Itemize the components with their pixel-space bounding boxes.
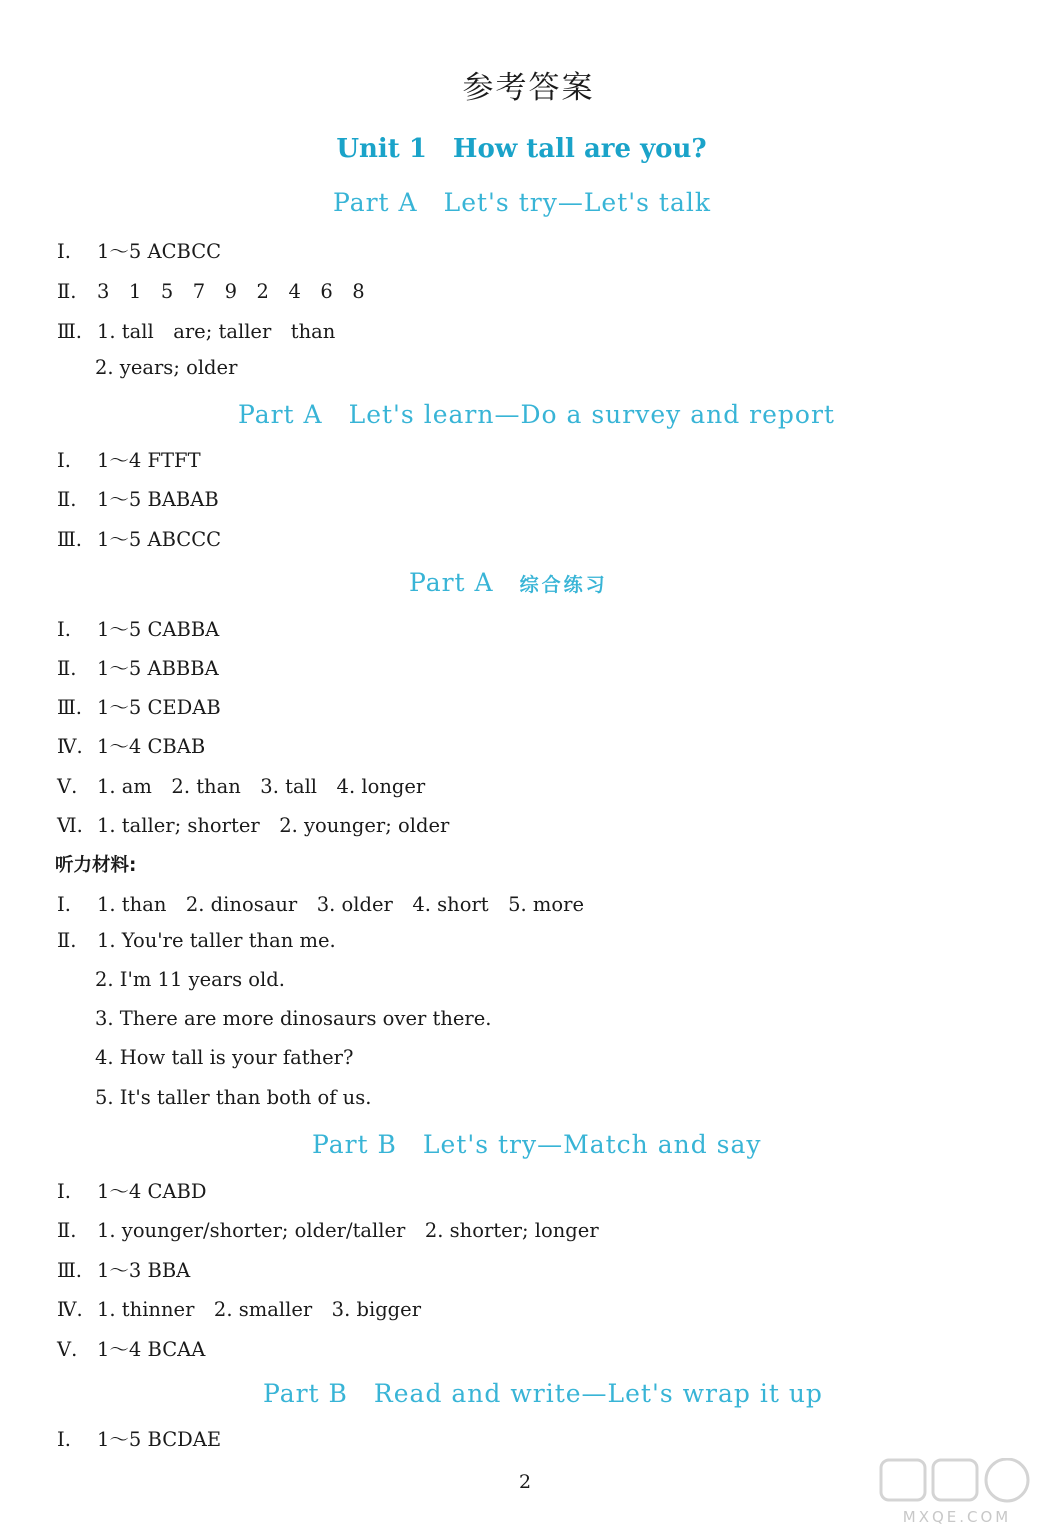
section-heading: Part B Read and write—Let's wrap it up [263,1379,823,1408]
listening-text: 3. There are more dinosaurs over there. [95,1007,492,1030]
answer-text: 1～5 ABCCC [97,528,222,551]
line-number: Ⅱ. [57,280,77,303]
line-number: Ⅱ. [57,1219,77,1242]
line-number: Ⅴ. [57,1338,78,1361]
answer-line [57,771,425,799]
watermark-logo [871,1458,1043,1528]
answer-text: 1～5 ABBBA [97,657,219,680]
answer-line [57,1424,221,1452]
listening-line [95,1086,371,1109]
answer-line [57,276,365,304]
answer-text: 1. tall are; taller than [97,320,336,343]
answer-text: 1～5 BABAB [97,488,219,511]
answer-text: 1～5 CEDAB [97,696,221,719]
line-number: Ⅲ. [57,1259,83,1282]
answer-text: 1～4 FTFT [97,449,201,472]
answer-text: 1～5 ACBCC [97,240,222,263]
line-number: Ⅰ. [57,893,71,916]
line-number: Ⅲ. [57,696,83,719]
answer-text: 1. thinner 2. smaller 3. bigger [97,1298,422,1321]
answer-line [57,1215,599,1243]
answer-line [57,445,201,473]
answer-text: 1～4 CBAB [97,735,206,758]
watermark-text: MXQE.COM [902,1508,1012,1526]
answer-line [57,614,219,642]
answer-text: 1～3 BBA [97,1259,191,1282]
answer-line [57,1334,205,1362]
answer-line [57,1294,421,1322]
answer-line [57,1176,206,1204]
section-heading-strong: 综合练习 [519,574,608,596]
listening-line [95,1046,353,1069]
answer-text: 1～5 BCDAE [97,1428,222,1451]
answer-text: 2. years; older [95,356,238,379]
watermark-circle [986,1459,1028,1501]
section-heading-part: Part A [409,568,494,597]
line-number: Ⅰ. [57,449,71,472]
line-number: Ⅲ. [57,528,83,551]
listening-line [95,968,285,991]
line-number: Ⅰ. [57,618,71,641]
answer-line [57,236,221,264]
answer-line [57,653,219,681]
section-heading [409,563,608,599]
unit-title: Unit 1 How tall are you? [336,134,707,164]
watermark-box [933,1460,977,1500]
page-number: 2 [518,1471,532,1493]
line-number: Ⅴ. [57,775,78,798]
listening-text: 2. I'm 11 years old. [95,968,285,991]
answer-text: 3 1 5 7 9 2 4 6 8 [97,280,365,303]
line-number: Ⅲ. [57,320,83,343]
line-number: Ⅰ. [57,1180,71,1203]
answer-line [57,316,335,344]
answer-text: 1～5 CABBA [97,618,220,641]
line-number: Ⅵ. [57,814,83,837]
line-number: Ⅱ. [57,657,77,680]
line-number: Ⅰ. [57,1428,71,1451]
section-heading: Part A Let's learn—Do a survey and report [238,400,835,429]
listening-line [57,929,336,952]
line-number: Ⅱ. [57,929,77,952]
listening-line [95,1007,492,1030]
answer-line [57,1255,190,1283]
listening-text: 1. You're taller than me. [97,929,336,952]
listening-line [57,889,584,917]
watermark-box [881,1460,925,1500]
section-heading: Part B Let's try—Match and say [312,1130,762,1159]
listening-text: 1. than 2. dinosaur 3. older 4. short 5. more [97,893,585,916]
answer-text: 1～4 BCAA [97,1338,206,1361]
listening-label: 听力材料: [55,855,137,876]
answer-text: 1. younger/shorter; older/taller 2. shorter; longer [97,1219,599,1242]
listening-text: 5. It's taller than both of us. [95,1086,372,1109]
answer-line [57,731,205,759]
answer-text: 1～4 CABD [97,1180,207,1203]
line-number: Ⅱ. [57,488,77,511]
answer-line [95,356,237,379]
document-title: 参考答案 [462,70,595,106]
answer-line [57,484,219,512]
answer-text: 1. am 2. than 3. tall 4. longer [97,775,426,798]
answer-line [57,692,221,720]
section-heading: Part A Let's try—Let's talk [333,188,712,217]
line-number: Ⅳ. [57,1298,83,1321]
answer-line [57,810,449,838]
line-number: Ⅳ. [57,735,83,758]
answer-line [57,524,221,552]
answer-text: 1. taller; shorter 2. younger; older [97,814,450,837]
listening-text: 4. How tall is your father? [95,1046,354,1069]
line-number: Ⅰ. [57,240,71,263]
